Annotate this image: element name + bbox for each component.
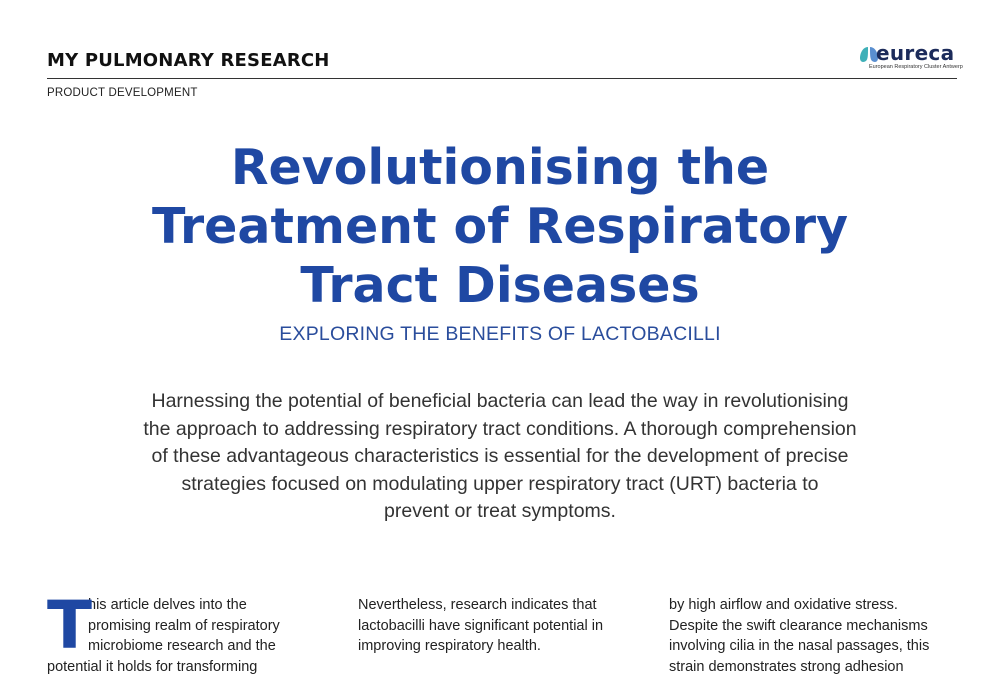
body-line: improving respiratory health. bbox=[358, 636, 648, 657]
body-line: involving cilia in the nasal passages, this bbox=[669, 636, 959, 657]
body-line: microbiome research and the bbox=[47, 636, 337, 657]
body-line: by high airflow and oxidative stress. bbox=[669, 595, 959, 616]
lead-line: Harnessing the potential of beneficial bacteria can lead the way in revolutionising bbox=[100, 388, 900, 416]
body-column-1 bbox=[47, 595, 337, 677]
body-line: lactobacilli have significant potential in bbox=[358, 616, 648, 637]
body-line: Despite the swift clearance mechanisms bbox=[669, 616, 959, 637]
drop-cap: T bbox=[47, 596, 92, 656]
logo-tagline: European Respiratory Cluster Antwerp bbox=[869, 64, 963, 70]
headline-line: Treatment of Respiratory bbox=[0, 197, 1000, 256]
body-line: potential it holds for transforming bbox=[47, 657, 337, 677]
eureca-logo bbox=[858, 43, 958, 73]
headline-line: Revolutionising the bbox=[0, 138, 1000, 197]
body-line: strain demonstrates strong adhesion bbox=[669, 657, 959, 677]
lead-line: prevent or treat symptoms. bbox=[100, 498, 900, 526]
publication-title: MY PULMONARY RESEARCH bbox=[47, 50, 330, 71]
body-column-3 bbox=[669, 595, 959, 677]
header-divider bbox=[47, 78, 957, 79]
lead-line: of these advantageous characteristics is essential for the development of precise bbox=[100, 443, 900, 471]
article-headline bbox=[0, 138, 1000, 315]
section-label: PRODUCT DEVELOPMENT bbox=[47, 87, 198, 99]
logo-wordmark: eureca bbox=[876, 41, 954, 65]
lead-line: the approach to addressing respiratory tract conditions. A thorough comprehension bbox=[100, 416, 900, 444]
body-line: Nevertheless, research indicates that bbox=[358, 595, 648, 616]
body-line: promising realm of respiratory bbox=[47, 616, 337, 637]
body-column-2 bbox=[358, 595, 648, 657]
article-lead bbox=[100, 388, 900, 526]
body-line: his article delves into the bbox=[47, 595, 337, 616]
headline-line: Tract Diseases bbox=[0, 256, 1000, 315]
article-subtitle: EXPLORING THE BENEFITS OF LACTOBACILLI bbox=[0, 323, 1000, 346]
lead-line: strategies focused on modulating upper respiratory tract (URT) bacteria to bbox=[100, 471, 900, 499]
